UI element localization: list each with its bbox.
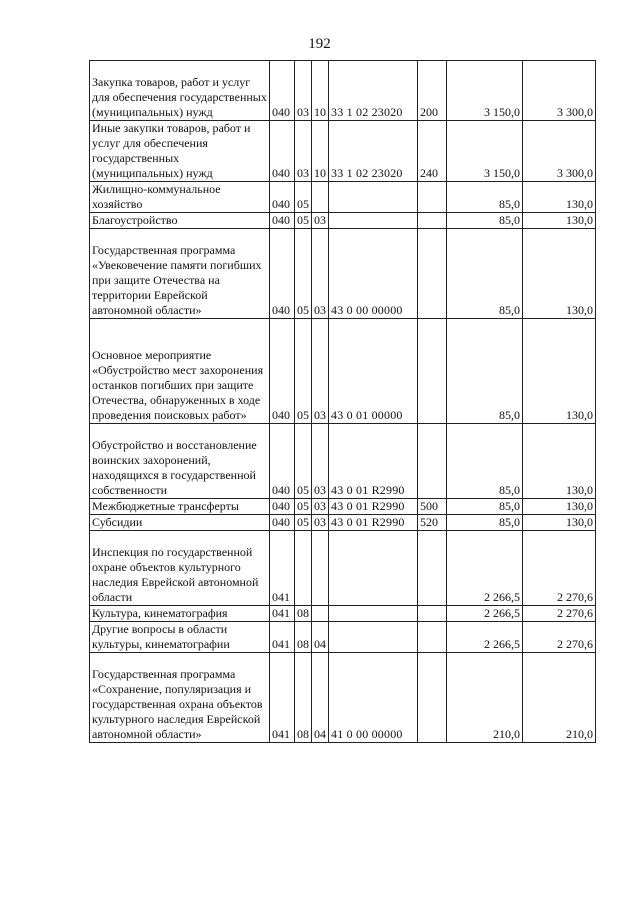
row-expense-type — [418, 622, 447, 653]
row-value-2: 2 270,6 — [523, 606, 596, 622]
row-code: 041 — [270, 606, 295, 622]
row-expense-type — [418, 319, 447, 424]
row-program — [329, 606, 418, 622]
row-value-1: 2 266,5 — [447, 531, 523, 606]
row-value-2: 3 300,0 — [523, 121, 596, 182]
row-name: Государственная программа «Увековечение памяти погибших при защите Отечества на территории Еврейской автономной области» — [90, 229, 270, 319]
table-row — [90, 213, 596, 229]
table-row — [90, 182, 596, 213]
row-expense-type — [418, 531, 447, 606]
row-program: 43 0 01 00000 — [329, 319, 418, 424]
row-subsection — [312, 531, 329, 606]
table-row — [90, 424, 596, 499]
row-expense-type — [418, 182, 447, 213]
row-value-2: 2 270,6 — [523, 531, 596, 606]
row-subsection — [312, 182, 329, 213]
table-row — [90, 229, 596, 319]
table-row — [90, 121, 596, 182]
budget-table — [89, 60, 596, 743]
row-value-2: 130,0 — [523, 213, 596, 229]
row-subsection: 10 — [312, 121, 329, 182]
row-value-1: 85,0 — [447, 229, 523, 319]
row-name: Субсидии — [90, 515, 270, 531]
row-value-1: 210,0 — [447, 653, 523, 743]
table-row — [90, 622, 596, 653]
row-value-1: 2 266,5 — [447, 606, 523, 622]
row-section: 05 — [295, 182, 312, 213]
row-subsection: 03 — [312, 229, 329, 319]
row-program — [329, 622, 418, 653]
table-row — [90, 515, 596, 531]
row-value-1: 3 150,0 — [447, 121, 523, 182]
row-section: 05 — [295, 213, 312, 229]
row-expense-type: 200 — [418, 61, 447, 121]
row-code: 040 — [270, 319, 295, 424]
row-name: Благоустройство — [90, 213, 270, 229]
row-value-1: 2 266,5 — [447, 622, 523, 653]
row-program: 33 1 02 23020 — [329, 61, 418, 121]
row-subsection: 03 — [312, 424, 329, 499]
row-program: 43 0 00 00000 — [329, 229, 418, 319]
row-section: 05 — [295, 515, 312, 531]
row-expense-type — [418, 229, 447, 319]
row-program: 41 0 00 00000 — [329, 653, 418, 743]
row-value-2: 130,0 — [523, 319, 596, 424]
row-program: 43 0 01 R2990 — [329, 424, 418, 499]
row-section: 08 — [295, 622, 312, 653]
row-value-1: 85,0 — [447, 515, 523, 531]
row-code: 040 — [270, 499, 295, 515]
row-subsection: 03 — [312, 319, 329, 424]
row-section: 05 — [295, 499, 312, 515]
row-expense-type — [418, 653, 447, 743]
page-number: 192 — [308, 36, 331, 52]
row-program: 43 0 01 R2990 — [329, 515, 418, 531]
row-code: 040 — [270, 515, 295, 531]
row-code: 040 — [270, 229, 295, 319]
row-section: 03 — [295, 121, 312, 182]
table-row — [90, 531, 596, 606]
row-name: Обустройство и восстановление воинских захоронений, находящихся в государственной собственности — [90, 424, 270, 499]
row-value-2: 3 300,0 — [523, 61, 596, 121]
row-expense-type: 500 — [418, 499, 447, 515]
row-code: 041 — [270, 531, 295, 606]
row-section: 08 — [295, 606, 312, 622]
row-name: Жилищно-коммунальное хозяйство — [90, 182, 270, 213]
row-section: 05 — [295, 319, 312, 424]
row-subsection: 03 — [312, 499, 329, 515]
row-section — [295, 531, 312, 606]
row-expense-type — [418, 424, 447, 499]
row-name: Другие вопросы в области культуры, кинематографии — [90, 622, 270, 653]
table-row — [90, 61, 596, 121]
row-section: 08 — [295, 653, 312, 743]
row-code: 041 — [270, 622, 295, 653]
row-value-1: 85,0 — [447, 319, 523, 424]
row-code: 041 — [270, 653, 295, 743]
table-row — [90, 606, 596, 622]
row-name: Закупка товаров, работ и услуг для обеспечения государственных (муниципальных) нужд — [90, 61, 270, 121]
row-value-2: 130,0 — [523, 515, 596, 531]
row-program: 43 0 01 R2990 — [329, 499, 418, 515]
row-code: 040 — [270, 182, 295, 213]
row-program: 33 1 02 23020 — [329, 121, 418, 182]
row-name: Инспекция по государственной охране объектов культурного наследия Еврейской автономной области — [90, 531, 270, 606]
row-subsection: 04 — [312, 653, 329, 743]
row-value-2: 130,0 — [523, 499, 596, 515]
row-code: 040 — [270, 213, 295, 229]
row-code: 040 — [270, 61, 295, 121]
table-body — [90, 61, 596, 743]
row-section: 03 — [295, 61, 312, 121]
row-value-2: 210,0 — [523, 653, 596, 743]
table-row — [90, 499, 596, 515]
row-expense-type: 520 — [418, 515, 447, 531]
row-name: Межбюджетные трансферты — [90, 499, 270, 515]
row-program — [329, 182, 418, 213]
row-section: 05 — [295, 424, 312, 499]
row-program — [329, 213, 418, 229]
row-name: Культура, кинематография — [90, 606, 270, 622]
row-expense-type — [418, 606, 447, 622]
row-name: Иные закупки товаров, работ и услуг для обеспечения государственных (муниципальных) нужд — [90, 121, 270, 182]
row-subsection: 10 — [312, 61, 329, 121]
row-program — [329, 531, 418, 606]
table-row — [90, 319, 596, 424]
row-value-1: 85,0 — [447, 213, 523, 229]
row-subsection: 04 — [312, 622, 329, 653]
row-value-2: 2 270,6 — [523, 622, 596, 653]
row-value-1: 85,0 — [447, 499, 523, 515]
row-name: Основное мероприятие «Обустройство мест захоронения останков погибших при защите Отечества, обнаруженных в ходе проведения поисковых работ» — [90, 319, 270, 424]
table-row — [90, 653, 596, 743]
row-subsection — [312, 606, 329, 622]
row-value-1: 3 150,0 — [447, 61, 523, 121]
row-name: Государственная программа «Сохранение, популяризация и государственная охрана объектов культурного наследия Еврейской автономной области» — [90, 653, 270, 743]
row-code: 040 — [270, 121, 295, 182]
row-value-2: 130,0 — [523, 229, 596, 319]
row-code: 040 — [270, 424, 295, 499]
row-value-2: 130,0 — [523, 182, 596, 213]
row-expense-type — [418, 213, 447, 229]
row-subsection: 03 — [312, 213, 329, 229]
row-subsection: 03 — [312, 515, 329, 531]
row-value-2: 130,0 — [523, 424, 596, 499]
row-section: 05 — [295, 229, 312, 319]
row-value-1: 85,0 — [447, 424, 523, 499]
row-value-1: 85,0 — [447, 182, 523, 213]
row-expense-type: 240 — [418, 121, 447, 182]
